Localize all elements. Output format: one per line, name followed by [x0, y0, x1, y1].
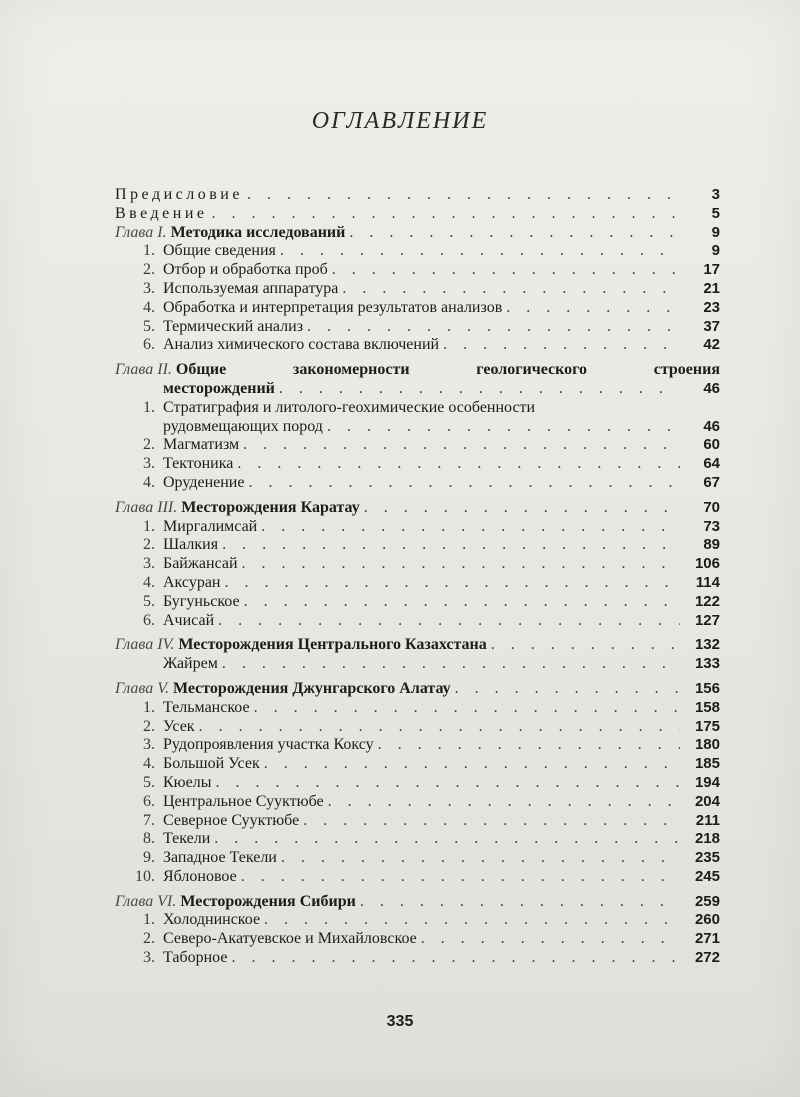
chapter-numeral: IV.: [157, 636, 175, 654]
section-number: 1.: [143, 242, 155, 260]
toc-page-number: 245: [694, 867, 720, 885]
leader-dots: [237, 455, 680, 474]
chapter-title-word: строения: [653, 361, 720, 379]
leader-dots: [222, 536, 680, 555]
toc-entry-label: Обработка и интерпретация результатов анализов: [163, 298, 503, 316]
section-number: 6.: [143, 336, 155, 354]
toc-page-number: 156: [694, 679, 720, 697]
toc-entry: [115, 949, 720, 968]
toc-entry: [115, 555, 720, 574]
chapter-prefix: Глава: [115, 361, 154, 379]
toc-page-number: 37: [703, 317, 720, 335]
toc-chapter: [115, 680, 720, 699]
chapter-prefix: Глава: [115, 498, 154, 516]
leader-dots: [328, 793, 680, 812]
leader-dots: [242, 555, 680, 574]
section-number: 4.: [143, 473, 155, 491]
page-title: ОГЛАВЛЕНИЕ: [311, 108, 489, 134]
toc-chapter: [115, 224, 720, 243]
toc-entry: [115, 849, 720, 868]
chapter-prefix: Глава: [115, 892, 154, 910]
leader-dots: [281, 849, 680, 868]
toc-chapter: [115, 893, 720, 912]
toc-entry: [115, 399, 720, 418]
leader-dots: [212, 205, 681, 224]
toc-page-number: 185: [694, 755, 720, 773]
chapter-prefix: Глава: [115, 223, 154, 241]
toc-entry-label: Оруденение: [163, 473, 245, 491]
toc-entry-label: Предисловие: [115, 186, 243, 203]
toc-page-number: 64: [703, 455, 720, 473]
toc-page-number: 9: [711, 242, 720, 260]
leader-dots: [303, 812, 680, 831]
leader-dots: [243, 436, 680, 455]
toc-page-number: 23: [703, 298, 720, 316]
toc-entry-label: Центральное Сууктюбе: [163, 792, 324, 810]
section-number: 1.: [143, 398, 155, 416]
toc-page-number: 180: [694, 736, 720, 754]
toc-entry-label: Кюелы: [163, 773, 212, 791]
leader-dots: [241, 868, 680, 887]
section-number: 3.: [143, 949, 155, 967]
section-number: 7.: [143, 811, 155, 829]
section-number: 3.: [143, 279, 155, 297]
toc-entry: [115, 536, 720, 555]
leader-dots: [280, 242, 680, 261]
toc-entry-label: Северо-Акатуевское и Михайловское: [163, 930, 417, 948]
toc-entry: [115, 242, 720, 261]
toc-entry-label: Жайрем: [163, 655, 218, 673]
toc-entry-label: Отбор и обработка проб: [163, 261, 328, 279]
toc-page-number: 158: [694, 698, 720, 716]
leader-dots: [214, 830, 680, 849]
leader-dots: [264, 755, 680, 774]
leader-dots: [360, 893, 680, 912]
toc-entry: [115, 418, 720, 437]
chapter-numeral: VI.: [157, 892, 177, 910]
chapter-numeral: II.: [157, 361, 172, 379]
toc-entry-label: Холоднинское: [163, 911, 261, 929]
toc-page-number: 272: [694, 949, 720, 967]
section-number: 2.: [143, 930, 155, 948]
toc-entry-label: Текели: [163, 830, 211, 848]
chapter-numeral: V.: [157, 679, 169, 697]
toc-entry: [115, 868, 720, 887]
leader-dots: [421, 930, 680, 949]
table-of-contents: [115, 186, 720, 968]
leader-dots: [248, 474, 680, 493]
toc-entry-label: Миргалимсай: [163, 517, 258, 535]
toc-entry-label: Усек: [163, 717, 195, 735]
toc-entry-label: Северное Сууктюбе: [163, 811, 300, 829]
toc-entry: [115, 474, 720, 493]
leader-dots: [506, 299, 680, 318]
toc-page-number: 46: [703, 379, 720, 397]
toc-page-number: 235: [694, 849, 720, 867]
toc-entry-label-continued: рудовмещающих пород: [163, 417, 323, 435]
leader-dots: [231, 949, 680, 968]
chapter-title: Методика исследований: [170, 223, 346, 241]
toc-page-number: 259: [694, 892, 720, 910]
leader-dots: [364, 499, 680, 518]
toc-entry-label: Магматизм: [163, 436, 240, 454]
chapter-numeral: III.: [157, 498, 178, 516]
section-number: 5.: [143, 773, 155, 791]
section-number: 5.: [143, 592, 155, 610]
toc-page-number: 60: [703, 436, 720, 454]
toc-page-number: 106: [694, 555, 720, 573]
toc-entry: [115, 299, 720, 318]
toc-entry-label: Тектоника: [163, 455, 234, 473]
toc-page-number: 42: [703, 336, 720, 354]
toc-entry: [115, 755, 720, 774]
leader-dots: [215, 774, 680, 793]
chapter-title-word: закономерности: [292, 361, 410, 379]
leader-dots: [455, 680, 680, 699]
leader-dots: [327, 418, 680, 437]
section-number: 2.: [143, 261, 155, 279]
toc-chapter: [115, 636, 720, 655]
section-number: 10.: [135, 867, 155, 885]
toc-page-number: 211: [695, 811, 720, 829]
toc-page-number: 67: [703, 473, 720, 491]
leader-dots: [218, 612, 680, 631]
section-number: 4.: [143, 573, 155, 591]
section-number: 1.: [143, 911, 155, 929]
toc-page-number: 122: [694, 592, 720, 610]
toc-entry: [115, 280, 720, 299]
toc-entry-label: Шалкия: [163, 536, 219, 554]
toc-page-number: 17: [703, 261, 720, 279]
toc-page-number: 260: [694, 911, 720, 929]
toc-entry: [115, 718, 720, 737]
leader-dots: [342, 280, 680, 299]
toc-page-number: 218: [694, 830, 720, 848]
toc-entry-label: Большой Усек: [163, 755, 260, 773]
leader-dots: [261, 518, 680, 537]
toc-entry-label: Введение: [115, 204, 208, 222]
page-folio: 335: [386, 1013, 414, 1030]
toc-page-number: 114: [695, 573, 720, 591]
leader-dots: [307, 318, 680, 337]
toc-entry: [115, 436, 720, 455]
chapter-title: Месторождения Сибири: [180, 892, 356, 910]
toc-page-number: 9: [711, 223, 720, 241]
chapter-title: Месторождения Центрального Казахстана: [178, 636, 487, 654]
section-number: 4.: [143, 755, 155, 773]
toc-entry: [115, 655, 720, 674]
toc-entry: [115, 830, 720, 849]
leader-dots: [264, 911, 680, 930]
leader-dots: [349, 224, 680, 243]
section-number: 2.: [143, 436, 155, 454]
toc-entry: [115, 812, 720, 831]
toc-entry: [115, 318, 720, 337]
toc-entry: [115, 261, 720, 280]
toc-entry: [115, 793, 720, 812]
section-number: 9.: [143, 849, 155, 867]
toc-entry: [115, 699, 720, 718]
toc-page-number: 3: [711, 186, 720, 203]
toc-page-number: 21: [703, 279, 720, 297]
toc-chapter: [115, 361, 720, 380]
chapter-numeral: I.: [157, 223, 167, 241]
toc-entry: [115, 593, 720, 612]
leader-dots: [199, 718, 680, 737]
leader-dots: [244, 593, 680, 612]
chapter-title-word: Общие: [175, 361, 227, 379]
toc-entry-label: Общие сведения: [163, 242, 276, 260]
section-number: 4.: [143, 298, 155, 316]
toc-entry: [115, 911, 720, 930]
leader-dots: [443, 336, 680, 355]
toc-page-number: 46: [703, 417, 720, 435]
leader-dots: [254, 699, 680, 718]
section-number: 5.: [143, 317, 155, 335]
toc-page-number: 194: [694, 773, 720, 791]
section-number: 3.: [143, 555, 155, 573]
toc-page-number: 204: [694, 792, 720, 810]
toc-entry-label: Западное Текели: [163, 849, 277, 867]
toc-page-number: 73: [703, 517, 720, 535]
toc-entry-label: Анализ химического состава включений: [163, 336, 440, 354]
toc-entry: [115, 774, 720, 793]
section-number: 2.: [143, 536, 155, 554]
toc-entry: [115, 736, 720, 755]
toc-entry: [115, 380, 720, 399]
toc-page-number: 175: [694, 717, 720, 735]
toc-entry: [115, 574, 720, 593]
chapter-prefix: Глава: [115, 679, 154, 697]
leader-dots: [247, 186, 680, 205]
toc-page-number: 89: [703, 536, 720, 554]
toc-page-number: 132: [694, 636, 720, 654]
section-number: 2.: [143, 717, 155, 735]
toc-entry-label: Ачисай: [163, 611, 215, 629]
toc-entry-label: Рудопроявления участка Коксу: [163, 736, 374, 754]
toc-page-number: 271: [694, 930, 720, 948]
section-number: 1.: [143, 517, 155, 535]
chapter-title-continued: месторождений: [163, 379, 275, 397]
toc-entry: [115, 930, 720, 949]
leader-dots: [491, 636, 680, 655]
toc-entry-label: Яблоновое: [163, 867, 237, 885]
toc-entry: [115, 336, 720, 355]
chapter-title: Месторождения Джунгарского Алатау: [172, 679, 451, 697]
toc-entry-label: Бугуньское: [163, 592, 240, 610]
section-number: 6.: [143, 611, 155, 629]
toc-entry-label: Байжансай: [163, 555, 238, 573]
toc-entry-label: Таборное: [163, 949, 228, 967]
leader-dots: [332, 261, 680, 280]
toc-page-number: 127: [694, 611, 720, 629]
toc-entry-label: Используемая аппаратура: [163, 279, 339, 297]
toc-entry: [115, 518, 720, 537]
toc-entry: [115, 205, 720, 224]
toc-chapter: [115, 499, 720, 518]
toc-page-number: 70: [703, 498, 720, 516]
chapter-prefix: Глава: [115, 636, 154, 654]
toc-entry-label: Тельманское: [163, 698, 250, 716]
leader-dots: [222, 655, 680, 674]
section-number: 1.: [143, 698, 155, 716]
chapter-title: Месторождения Каратау: [181, 498, 360, 516]
leader-dots: [224, 574, 680, 593]
leader-dots: [279, 380, 680, 399]
toc-page-number: 5: [711, 204, 720, 222]
toc-entry: [115, 186, 720, 205]
toc-entry: [115, 455, 720, 474]
section-number: 3.: [143, 455, 155, 473]
toc-entry: [115, 612, 720, 631]
toc-entry-label: Стратиграфия и литолого-геохимические особенности: [163, 398, 536, 416]
toc-page-number: 133: [694, 655, 720, 673]
section-number: 8.: [143, 830, 155, 848]
toc-entry-label: Термический анализ: [163, 317, 304, 335]
chapter-title-word: геологического: [476, 361, 587, 379]
leader-dots: [378, 736, 680, 755]
section-number: 3.: [143, 736, 155, 754]
toc-entry-label: Аксуран: [163, 573, 221, 591]
section-number: 6.: [143, 792, 155, 810]
